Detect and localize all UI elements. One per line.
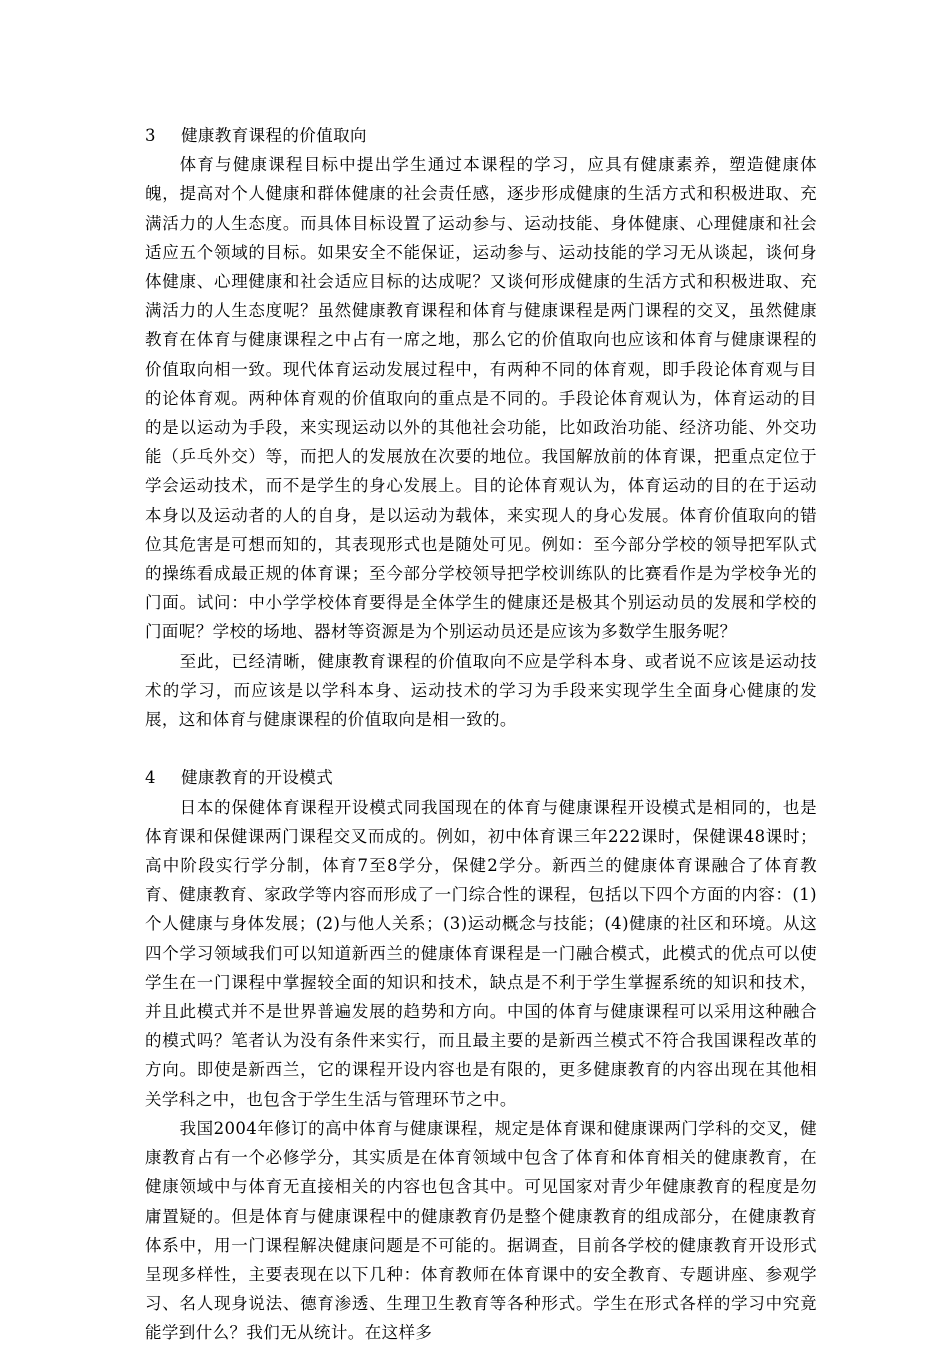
- section-number: 3: [145, 126, 156, 145]
- paragraph: 体育与健康课程目标中提出学生通过本课程的学习，应具有健康素养，塑造健康体魄，提高对个人健康和群体健康的社会责任感，逐步形成健康的生活方式和积极进取、充满活力的人生态度。而具体目标设置了运动参与、运动技能、身体健康、心理健康和社会适应五个领域的目标。如果安全不能保证，运动参与、运动技能的学习无从谈起，谈何身体健康、心理健康和社会适应目标的达成呢？又谈何形成健康的生活方式和积极进取、充满活力的人生态度呢？虽然健康教育课程和体育与健康课程是两门课程的交叉，虽然健康教育在体育与健康课程之中占有一席之地，那么它的价值取向也应该和体育与健康课程的价值取向相一致。现代体育运动发展过程中，有两种不同的体育观，即手段论体育观与目的论体育观。两种体育观的价值取向的重点是不同的。手段论体育观认为，体育运动的目的是以运动为手段，来实现运动以外的其他社会功能，比如政治功能、经济功能、外交功能（乒乓外交）等，而把人的发展放在次要的地位。我国解放前的体育课，把重点定位于学会运动技术，而不是学生的身心发展上。目的论体育观认为，体育运动的目的在于运动本身以及运动者的人的自身，是以运动为载体，来实现人的身心发展。体育价值取向的错位其危害是可想而知的，其表现形式也是随处可见。例如：至今部分学校的领导把军队式的操练看成最正规的体育课；至今部分学校领导把学校训练队的比赛看作是为学校争光的门面。试问：中小学学校体育要得是全体学生的健康还是极其个别运动员的发展和学校的门面呢？学校的场地、器材等资源是为个别运动员还是应该为多数学生服务呢？: [145, 155, 817, 642]
- section-spacer: [145, 734, 817, 763]
- section-title: 健康教育的开设模式: [181, 768, 334, 788]
- section-heading: [145, 121, 817, 150]
- paragraph: 我国2004年修订的高中体育与健康课程，规定是体育课和健康课两门学科的交叉，健康教育占有一个必修学分，其实质是在体育领域中包含了体育和体育相关的健康教育，在健康领域中与体育无直接相关的内容也包含其中。可见国家对青少年健康教育的程度是勿庸置疑的。但是体育与健康课程中的健康教育仍是整个健康教育的组成部分，在健康教育体系中，用一门课程解决健康问题是不可能的。据调查，目前各学校的健康教育开设形式呈现多样性，主要表现在以下几种：体育教师在体育课中的安全教育、专题讲座、参观学习、名人现身说法、德育渗透、生理卫生教育等各种形式。学生在形式各样的学习中究竟能学到什么？我们无从统计。在这样多: [145, 1118, 817, 1343]
- paragraph: 日本的保健体育课程开设模式同我国现在的体育与健康课程开设模式是相同的，也是体育课和保健课两门课程交叉而成的。例如，初中体育课三年222课时，保健课48课时；高中阶段实行学分制，体育7至8学分，保健2学分。新西兰的健康体育课融合了体育教育、健康教育、家政学等内容而形成了一门综合性的课程，包括以下四个方面的内容：(1)个人健康与身体发展；(2)与他人关系；(3)运动概念与技能；(4)健康的社区和环境。从这四个学习领域我们可以知道新西兰的健康体育课程是一门融合模式，此模式的优点可以使学生在一门课程中掌握较全面的知识和技术，缺点是不利于学生掌握系统的知识和技术，并且此模式并不是世界普遍发展的趋势和方向。中国的体育与健康课程可以采用这种融合的模式吗？笔者认为没有条件来实行，而且最主要的是新西兰模式不符合我国课程改革的方向。即使是新西兰，它的课程开设内容也是有限的，更多健康教育的内容出现在其他相关学科之中，也包含于学生生活与管理环节之中。: [145, 797, 817, 1109]
- paragraph: 至此，已经清晰，健康教育课程的价值取向不应是学科本身、或者说不应该是运动技术的学习，而应该是以学科本身、运动技术的学习为手段来实现学生全面身心健康的发展，这和体育与健康课程的价值取向是相一致的。: [145, 651, 817, 730]
- document-body: [145, 121, 817, 1348]
- section-number: 4: [145, 768, 156, 788]
- section-heading: [145, 763, 817, 792]
- section-title: 健康教育课程的价值取向: [181, 126, 367, 145]
